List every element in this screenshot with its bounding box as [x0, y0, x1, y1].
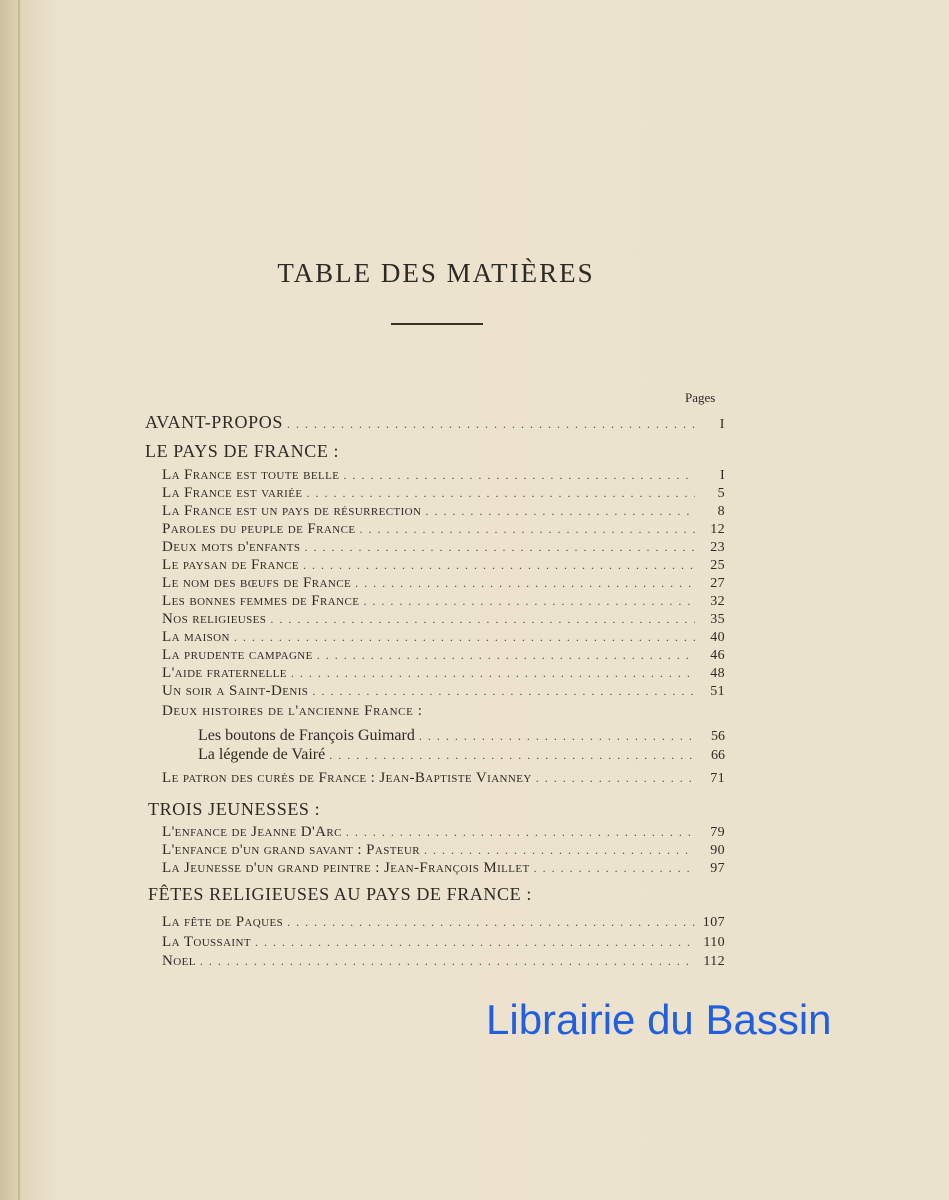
- toc-entry-page: 8: [717, 504, 725, 519]
- toc-entry-label: AVANT-PROPOS: [145, 412, 283, 432]
- toc-entry-label: L'enfance de Jeanne D'Arc: [162, 824, 342, 840]
- leader-dots: [270, 612, 695, 627]
- toc-entry-label: Nos religieuses: [162, 611, 267, 627]
- watermark-text: Librairie du Bassin: [486, 996, 832, 1043]
- toc-entry-page: I: [719, 468, 725, 483]
- toc-entry: [162, 575, 725, 592]
- toc-entry-label: La Toussaint: [162, 934, 251, 950]
- toc-entry-label: Le paysan de France: [162, 557, 300, 573]
- leader-dots: [303, 558, 695, 573]
- page-title: TABLE DES MATIÈRES: [277, 258, 595, 288]
- toc-entry: [162, 521, 725, 538]
- toc-entry-page: 48: [710, 666, 725, 681]
- leader-dots: [306, 486, 695, 501]
- toc-entry-label: Les boutons de François Guimard: [198, 727, 415, 744]
- leader-dots: [343, 468, 695, 483]
- toc-entry: [162, 485, 725, 502]
- leader-dots: [317, 648, 695, 663]
- toc-entry: [162, 665, 725, 682]
- leader-dots: [355, 576, 695, 591]
- leader-dots: [534, 861, 695, 876]
- toc-entry-label: Deux mots d'enfants: [162, 539, 301, 555]
- subsection-heading-deux-histoires: Deux histoires de l'ancienne France :: [162, 703, 423, 719]
- leader-dots: [312, 684, 695, 699]
- page-spine: [18, 0, 20, 1200]
- toc-entry-label: L'enfance d'un grand savant : Pasteur: [162, 842, 421, 858]
- toc-entry-page: 27: [710, 576, 725, 591]
- toc-entry-page: 97: [710, 861, 725, 876]
- toc-entry: [162, 860, 725, 877]
- toc-entry-page: 79: [710, 825, 725, 840]
- toc-entry: [162, 647, 725, 664]
- toc-entry-label: La France est variée: [162, 485, 303, 501]
- toc-entry-page: 40: [710, 630, 725, 645]
- toc-entry-label: La fête de Paques: [162, 914, 284, 930]
- toc-entry: [162, 539, 725, 556]
- toc-entry-page: 107: [702, 915, 725, 930]
- leader-dots: [291, 666, 695, 681]
- toc-entry: [162, 503, 725, 520]
- toc-entry-label: La France est toute belle: [162, 467, 340, 483]
- leader-dots: [287, 915, 695, 930]
- toc-entry-label: Noel: [162, 953, 196, 969]
- toc-entry: [162, 467, 725, 484]
- toc-entry-label: L'aide fraternelle: [162, 665, 287, 681]
- toc-entry-page: 56: [711, 729, 725, 744]
- toc-entry: [162, 934, 725, 951]
- leader-dots: [359, 522, 695, 537]
- toc-entry-label: La prudente campagne: [162, 647, 313, 663]
- toc-entry-page: 112: [703, 954, 725, 969]
- toc-entry-page: 90: [710, 843, 725, 858]
- leader-dots: [255, 935, 695, 950]
- leader-dots: [536, 771, 695, 786]
- toc-entry-label: Le nom des bœufs de France: [162, 575, 352, 591]
- toc-entry: [162, 683, 725, 700]
- leader-dots: [425, 504, 695, 519]
- pages-column-label: Pages: [685, 390, 716, 405]
- section-heading-trois-jeunesses: TROIS JEUNESSES :: [148, 799, 321, 819]
- toc-entry-label: Les bonnes femmes de France: [162, 593, 360, 609]
- toc-entry-page: 32: [710, 594, 725, 609]
- toc-entry: [162, 953, 725, 970]
- toc-entry-page: 46: [710, 648, 725, 663]
- toc-subentry: [198, 727, 725, 745]
- toc-entry-page: 51: [710, 684, 725, 699]
- toc-entry-page: 12: [710, 522, 725, 537]
- toc-entry-avant-propos: [145, 412, 725, 433]
- toc-entry-page: 25: [710, 558, 725, 573]
- toc-entry-label: La maison: [162, 629, 230, 645]
- toc-entry: [162, 557, 725, 574]
- toc-entry-page: I: [719, 417, 725, 432]
- toc-entry-page: 71: [710, 771, 725, 786]
- leader-dots: [287, 417, 695, 432]
- toc-entry-label: La Jeunesse d'un grand peintre : Jean-François Millet: [162, 860, 530, 876]
- toc-entry-label: La légende de Vairé: [198, 746, 326, 763]
- leader-dots: [363, 594, 695, 609]
- leader-dots: [419, 729, 695, 744]
- toc-entry: [162, 842, 725, 859]
- toc-entry: [162, 611, 725, 628]
- toc-entry-patron: [162, 770, 725, 787]
- section-heading-pays-de-france: LE PAYS DE FRANCE :: [145, 441, 340, 461]
- toc-entry-page: 66: [711, 748, 725, 763]
- leader-dots: [329, 748, 695, 763]
- toc-entry-label: Un soir a Saint-Denis: [162, 683, 309, 699]
- toc-entry: [162, 629, 725, 646]
- leader-dots: [346, 825, 695, 840]
- leader-dots: [200, 954, 695, 969]
- leader-dots: [424, 843, 695, 858]
- section-heading-fetes-religieuses: FÊTES RELIGIEUSES AU PAYS DE FRANCE :: [148, 884, 532, 904]
- toc-subentry: [198, 746, 725, 764]
- toc-entry-label: Le patron des curés de France : Jean-Baptiste Vianney: [162, 770, 532, 786]
- leader-dots: [304, 540, 695, 555]
- toc-entry: [162, 824, 725, 841]
- toc-entry-page: 35: [710, 612, 725, 627]
- toc-entry: [162, 593, 725, 610]
- leader-dots: [234, 630, 695, 645]
- toc-entry-page: 110: [703, 935, 725, 950]
- toc-entry-label: La France est un pays de résurrection: [162, 503, 422, 519]
- toc-entry: [162, 914, 725, 931]
- toc-entry-page: 5: [717, 486, 725, 501]
- title-rule: [391, 323, 483, 325]
- toc-entry-page: 23: [710, 540, 725, 555]
- toc-entry-label: Paroles du peuple de France: [162, 521, 356, 537]
